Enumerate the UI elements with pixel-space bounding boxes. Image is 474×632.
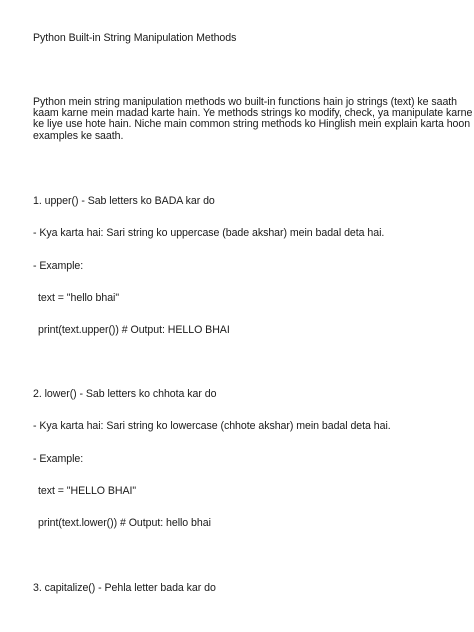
document-title: Python Built-in String Manipulation Methods [33, 32, 237, 44]
code-line-upper-1: text = "hello bhai" [38, 292, 120, 304]
code-line-lower-1: text = "HELLO BHAI" [38, 485, 137, 497]
section-heading-capitalize: 3. capitalize() - Pehla letter bada kar do [33, 582, 216, 594]
intro-line: ke liye use hote hain. Niche main common string methods ko Hinglish mein explain karta hoon [33, 118, 471, 131]
intro-line: examples ke saath. [33, 129, 124, 142]
section-description-lower: - Kya karta hai: Sari string ko lowercase (chhote akshar) mein badal deta hai. [33, 420, 391, 432]
section-heading-lower: 2. lower() - Sab letters ko chhota kar do [33, 388, 217, 400]
code-line-upper-2: print(text.upper()) # Output: HELLO BHAI [38, 324, 230, 336]
intro-line: kaam karne mein madad karte hain. Ye methods strings ko modify, check, ya manipulate karne [33, 107, 473, 120]
intro-line: Python mein string manipulation methods wo built-in functions hain jo strings (text) ke saath [33, 96, 458, 108]
example-label-lower: - Example: [33, 453, 84, 465]
code-line-lower-2: print(text.lower()) # Output: hello bhai [38, 517, 211, 529]
example-label-upper: - Example: [33, 260, 84, 272]
section-heading-upper: 1. upper() - Sab letters ko BADA kar do [33, 195, 215, 207]
section-description-upper: - Kya karta hai: Sari string ko uppercase (bade akshar) mein badal deta hai. [33, 227, 385, 239]
intro-paragraph [33, 96, 473, 142]
